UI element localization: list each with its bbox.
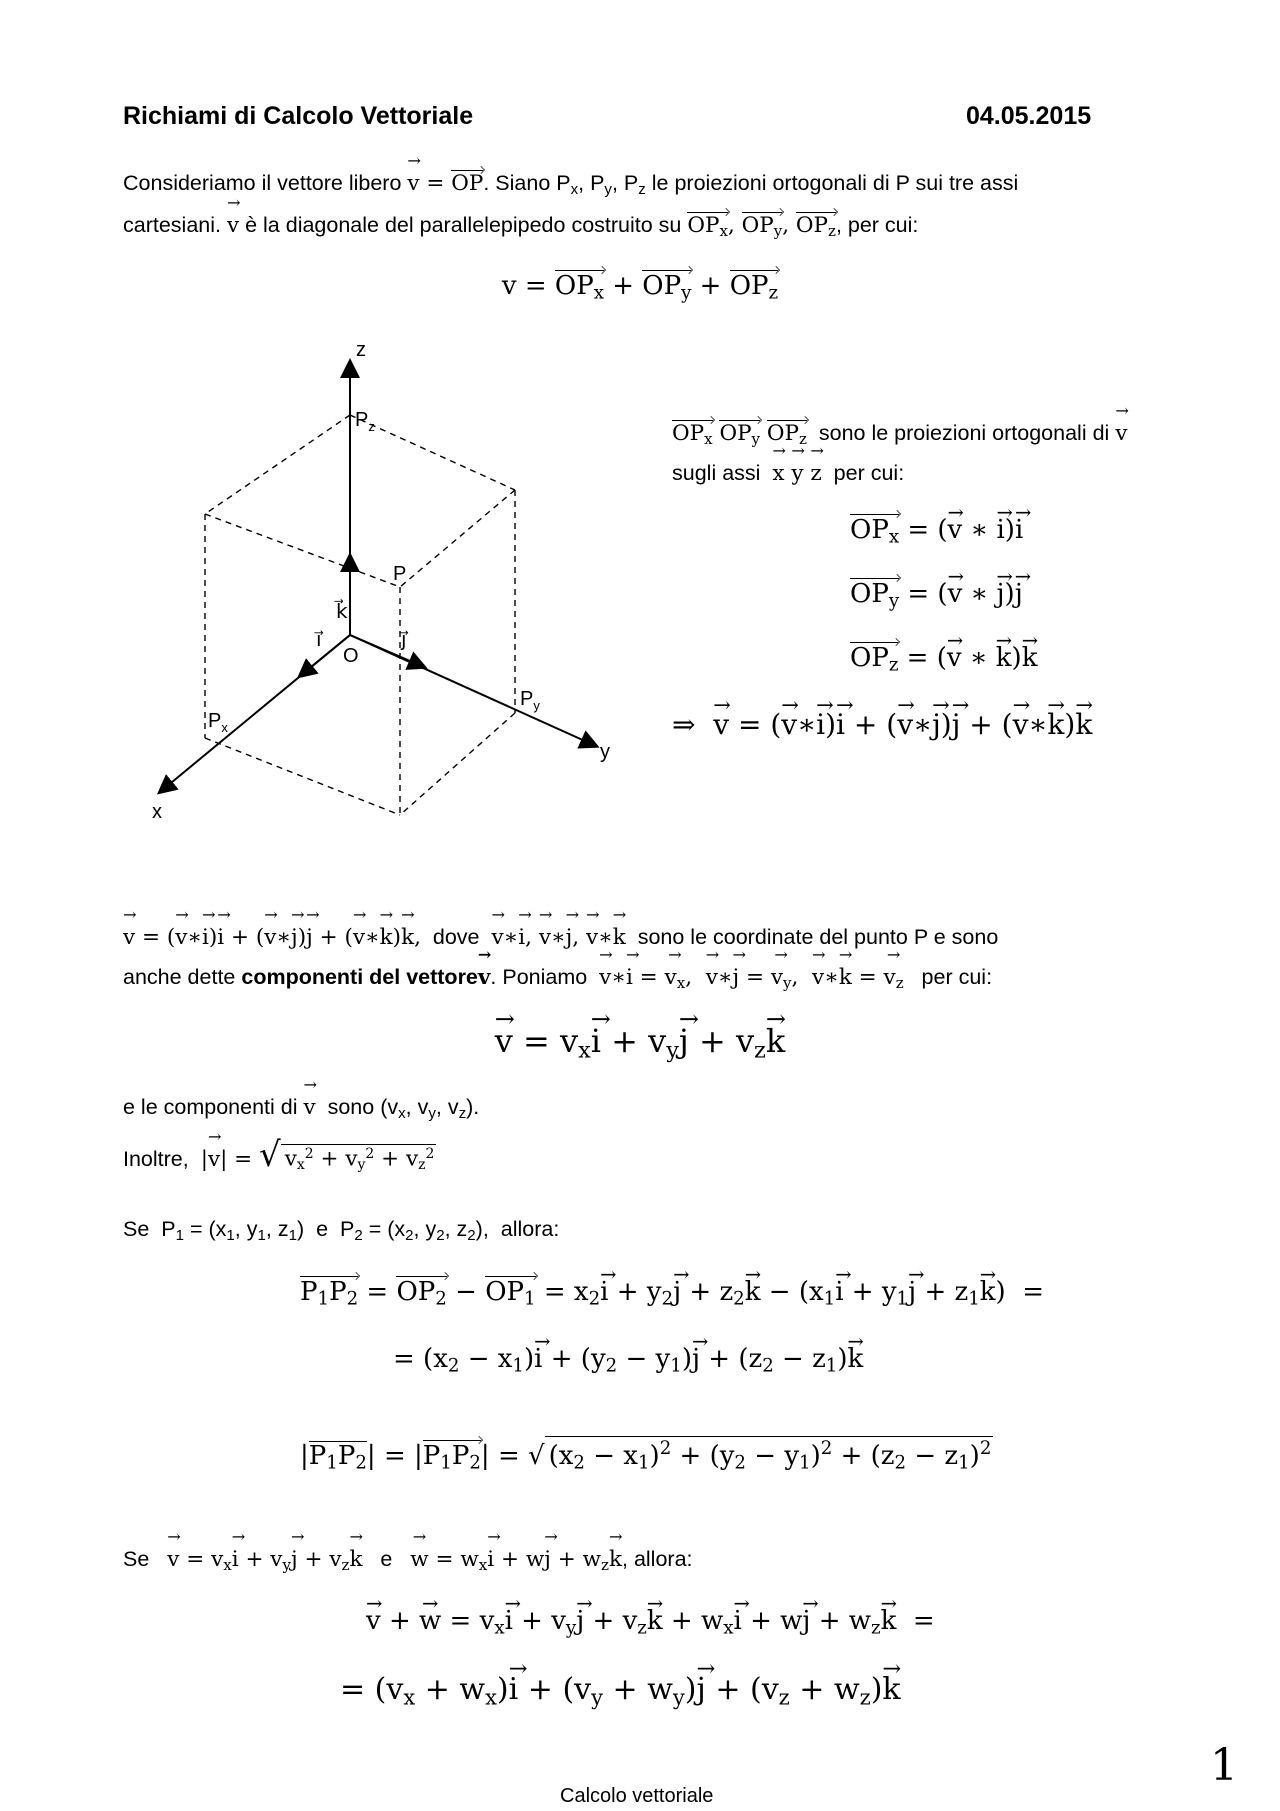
- components-line-2: anche dette componenti del vettore→ v. Poniamo → v∗→ i = → $v_x$, → v∗→ j = → $v_y$, → v∗→ k = → $v_z$ per cui:: [123, 956, 992, 1004]
- page-number: 1: [1210, 1740, 1238, 1791]
- intro-line-2: cartesiani. → v è la diagonale del parallelepipedo costruito su $OP_x$, $OP_y$, $OP_z$, per cui:: [123, 204, 918, 247]
- proj-y-eq: $OP_y$ = (→ v ∗ → j)→ j: [850, 578, 1023, 611]
- proj-z-eq: $OP_z$ = (→ v ∗ → k)→ k: [850, 642, 1037, 675]
- diagram-labels: [152, 339, 610, 823]
- points-line: Se $P_1 = (x_1$, $y_1$, $z_1$) e $P_2 = (x_2$, $y_2$, $z_2$), allora:: [123, 1217, 560, 1244]
- vector-components-eq: → $v = v_x\to i + v_y\to j + v_z\to k$: [0, 1022, 1280, 1064]
- label-y: y: [600, 741, 610, 763]
- components-line-1: → v = (→ v∗→ i)→ i + (→ v∗→ j)→ j + (→ v∗→ k)→ k, dove → v∗→ i, → v∗→ j, → v∗→ k sono le coordinate del punto P e sono: [123, 916, 998, 959]
- label-py: $P_y$: [520, 688, 540, 713]
- equation-v-sum: $v = OP_x + OP_y + OP_z$: [501, 271, 779, 304]
- label-p: P: [393, 563, 407, 585]
- label-px: $P_x$: [208, 710, 228, 735]
- side-line-2: sugli assi → x → y → z per cui:: [672, 452, 904, 495]
- label-pz: $P_z$: [355, 409, 375, 434]
- label-i: i⃗: [316, 629, 322, 651]
- footer-text: Calcolo vettoriale: [560, 1785, 714, 1807]
- p1p2-eq-1: $P_1P_2 = OP_2 - OP_1 = x_2\to i + y_2\to j + z_2\to k - (x_1\to i + y_1\to j + z_1\to k)$ =: [300, 1276, 1044, 1310]
- side-line-1: $OP_x$ $OP_y$ $OP_z$ sono le proiezioni ortogonali di → v: [672, 412, 1127, 455]
- label-z: z: [356, 339, 366, 361]
- sum-intro-line: $Se \to v = v_x\to i + v_y\to j + v_z\to k$ $e \to w = w_x\to i + w\to j + w_z\to k$, allora:: [123, 1538, 693, 1586]
- sum-eq-2: = $(v_x + w_x)\to i + (v_y + w_y)\to j + (v_z + w_z)\to k$: [340, 1672, 901, 1709]
- document-title: Richiami di Calcolo Vettoriale: [123, 102, 474, 130]
- parallelepiped-edges: [205, 415, 515, 815]
- p1p2-eq-2: = $(x_2 - x_1)\to i + (y_2 - y_1)\to j + (z_2 - z_1)\to k$: [393, 1344, 863, 1377]
- label-o: O: [343, 645, 359, 667]
- label-x: x: [152, 801, 162, 823]
- j-unit-vector: [350, 635, 424, 667]
- sum-eq-1: → v + → $w = v_x\to i + v_y\to j + v_z\to k + w_x\to i + w\to j + w_z\to k$ =: [366, 1606, 935, 1639]
- distance-eq: $|P_1P_2| = |P_1P_2|$ = √ $(x_2 - x_1)^2 + (y_2 - y_1)^2 + (z_2 - z_1)^2$: [300, 1438, 992, 1474]
- magnitude-line: Inoltre, |→ v| = √ $v_x^2 + v_y^2 + v_z^2$: [123, 1134, 436, 1181]
- label-j: j⃗: [401, 629, 407, 651]
- vector-diagram: [140, 330, 640, 850]
- label-k: k⃗: [336, 601, 348, 623]
- proj-x-eq: $OP_x$ = (→ v ∗ → i)→ i: [850, 514, 1023, 547]
- components-tuple-line: e le componenti di → v sono ($v_x$, $v_y$, $v_z$).: [123, 1086, 479, 1135]
- intro-line-1: Consideriamo il vettore libero → v = OP. Siano $P_x$, $P_y$, $P_z$ le proiezioni ortogonali di P sui tre assi: [123, 162, 1018, 211]
- document-date: 04.05.2015: [966, 102, 1092, 130]
- implies-eq: ⇒ → v = (→ v∗→ i)→ i + (→ v∗→ j)→ j + (→ v∗→ k)→ k: [672, 708, 1092, 741]
